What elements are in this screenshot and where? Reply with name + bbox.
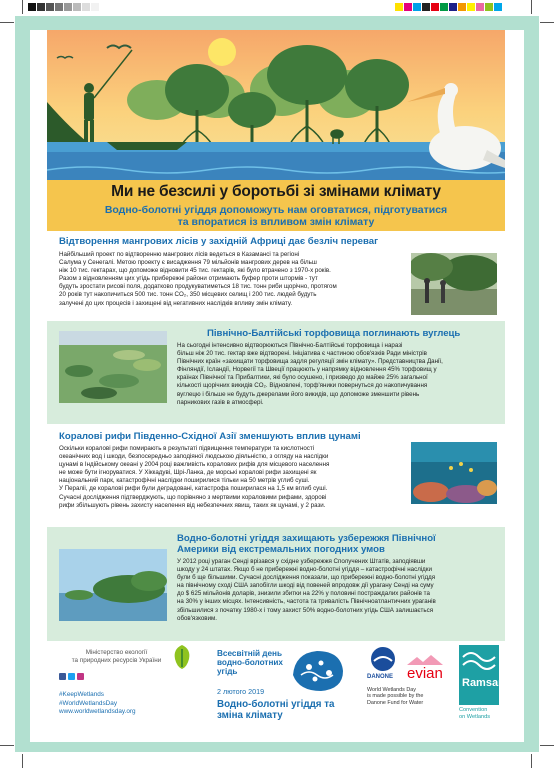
peatland-photo: [59, 331, 167, 403]
section-peatlands: [47, 321, 505, 424]
coastal-wetland-photo: [59, 549, 167, 621]
crop-mark: [0, 745, 14, 746]
section-body: Оскільки коралові рифи помирають в результаті підвищення температури та кислотності океанічних вод і шкоди, безпосередньо заподіяної людською діяльністю, з огляду на наслідки цунамі в Індійському океані у 2004 році важливість коралових рифів для місцевого населення не може бути ігноруватися. У Хіккадуві, Шрі-Ланка, де морські коралові рифи захищені як національний парк, катастрофічні наслідки поширилися тільки на 50 метрів углиб суші. У Пераліі, де коралові рифи були деградовані, катастрофа поширилася на 1,5 км вглиб суші. Сучасні дослідження підтверджують, що порівняно з мертвими кораловими рифами, здорові рифи збільшують рівень захисту населення від небезпечних явищ, таких як цунамі, у 2 рази.: [59, 445, 330, 509]
website-link[interactable]: www.worldwetlandsday.org: [59, 708, 136, 715]
grayscale-colorbar: [28, 3, 100, 11]
poster: [30, 30, 524, 742]
evian-wordmark: evian: [407, 665, 443, 682]
footer: [47, 641, 505, 742]
ramsar-subtitle: Convention on Wetlands: [459, 707, 490, 720]
ramsar-logo: [459, 645, 503, 705]
evian-mountain-icon: [407, 655, 443, 665]
ramsar-wave-icon: [459, 645, 499, 675]
section-body: На сьогодні інтенсивно відтворюються Північно-Балтійські торфовища і наразі більш ніж 20 тис. гектар вже відтворені. Ініціатива є частиною обов'язків Ради міністрів Північних країн «захищати торфовища задля регуляції змін клімату». Представництва Данії, Фінляндії, Ісландії, Норвегії та Швеції працюють у напрямку відновлення 45% торфовищ у країнах Північної та Прибалтики, які було осушено, і призведо до майже 25% загальної кількості щорічних викидів CO₂. Відновлені, торф'яники повернуться до накопичування вуглецю і більше не будуть джерелами його викидів, що допоможе зменшити рівень парникових газів в атмосфері.: [177, 342, 443, 406]
section-title: Коралові рифи Південно-Східної Азії зменшують вплив цунамі: [59, 431, 361, 442]
danone-logo-icon: [369, 645, 397, 673]
ministry-logo-icon: [171, 643, 193, 671]
ministry-name: Міністерство екології та природних ресурсів України: [71, 649, 162, 664]
danone-wordmark: DANONE: [367, 674, 394, 680]
section-north-america: [47, 527, 505, 641]
hashtags: [59, 691, 136, 717]
section-title: Відтворення мангрових лісів у західній Африці дає безліч переваг: [59, 236, 379, 247]
danone-note: World Wetlands Day is made possible by the Danone Fund for Water: [367, 687, 424, 706]
facebook-icon[interactable]: [59, 673, 66, 680]
mangrove-photo: [411, 253, 497, 315]
hero-illustration: [47, 30, 505, 180]
boat-icon: [107, 142, 187, 150]
cmyk-colorbar: [395, 3, 503, 11]
crop-mark: [22, 754, 23, 768]
section-body: У 2012 році ураган Сенді врізався у східне узбережжя Сполучених Штатів, заподіявши шкоду у 24 штатах. Якщо б не прибережні водно-болотні угіддя – катастрофічні наслідки були б ще більшими. Сучасні дослідження показали, що прибережні водно-болотні угіддя на північному сході США запобігли шкоді від повеней впродовж дії урагану Сенді на суму до $ 625 мільйонів доларів, знизили збитки на 22% у половині постраждалих районів та на 30% у інших місцях. Інтенсивність, частота та тривалість Північноатлантичних ураганів збільшилися з початку 1980-х і тому захист 50% водно-болотних угідь США залишається обов'язковим.: [177, 558, 436, 622]
page-subtitle: Водно-болотні угіддя допоможуть нам оговтатися, підготуватися та впоратися із впливом змін клімату: [104, 204, 448, 228]
hashtag-keepwetlands[interactable]: #KeepWetlands: [59, 691, 105, 698]
ramsar-wordmark: Ramsar: [462, 677, 503, 689]
crop-mark: [531, 754, 532, 768]
section-mangroves: [47, 231, 505, 321]
social-icons: [59, 673, 86, 680]
twitter-icon[interactable]: [68, 673, 75, 680]
section-coral-reefs: [47, 424, 505, 527]
section-body: Найбільший проект по відтворенню мангрових лісів ведеться в Казамансі та регіоні Салума у Сенегалі. Метою проекту є висадження 79 мільйонів мангрових дерев на більш ніж 10 тис. гектарах, що допоможе відновити 45 тис. гектарів, які було втрачено з 1970-х років. Разом з відновленням цих угідь прибережні райони отримають буфер проти штормів - тут будуть зростати рисові поля, додатково продукуватиметься 18 тис. тонн риби щорічно, протягом 20 років тут накопичиться 500 тис. тонн CO₂, 350 місцевих селищ і 200 тис. людей будуть залучені до цих процесів і захищені від негативних наслідків впливу змін клімату.: [59, 251, 337, 307]
wwd-title: Всесвітній день водно-болотних угідь: [217, 649, 283, 676]
wwd-date: 2 лютого 2019: [217, 687, 265, 696]
hashtag-worldwetlandsday[interactable]: #WorldWetlandsDay: [59, 699, 118, 707]
crop-mark: [540, 22, 554, 23]
crop-mark: [540, 745, 554, 746]
instagram-icon[interactable]: [77, 673, 84, 680]
coral-reef-photo: [411, 442, 497, 504]
section-title: Північно-Балтійські торфовища поглинають вуглець: [207, 328, 461, 339]
page-title: Ми не безсилі у боротьбі зі змінами клімату: [111, 183, 441, 200]
wwd-emblem-icon: [285, 645, 351, 695]
wwd-theme: Водно-болотні угіддя та зміна клімату: [217, 699, 335, 721]
crop-mark: [22, 0, 23, 14]
sun-icon: [208, 38, 236, 66]
section-title: Водно-болотні угіддя захищають узбережжя Північної Америки від екстремальних погодних умов: [177, 533, 436, 555]
crop-mark: [0, 22, 14, 23]
crop-mark: [531, 0, 532, 14]
